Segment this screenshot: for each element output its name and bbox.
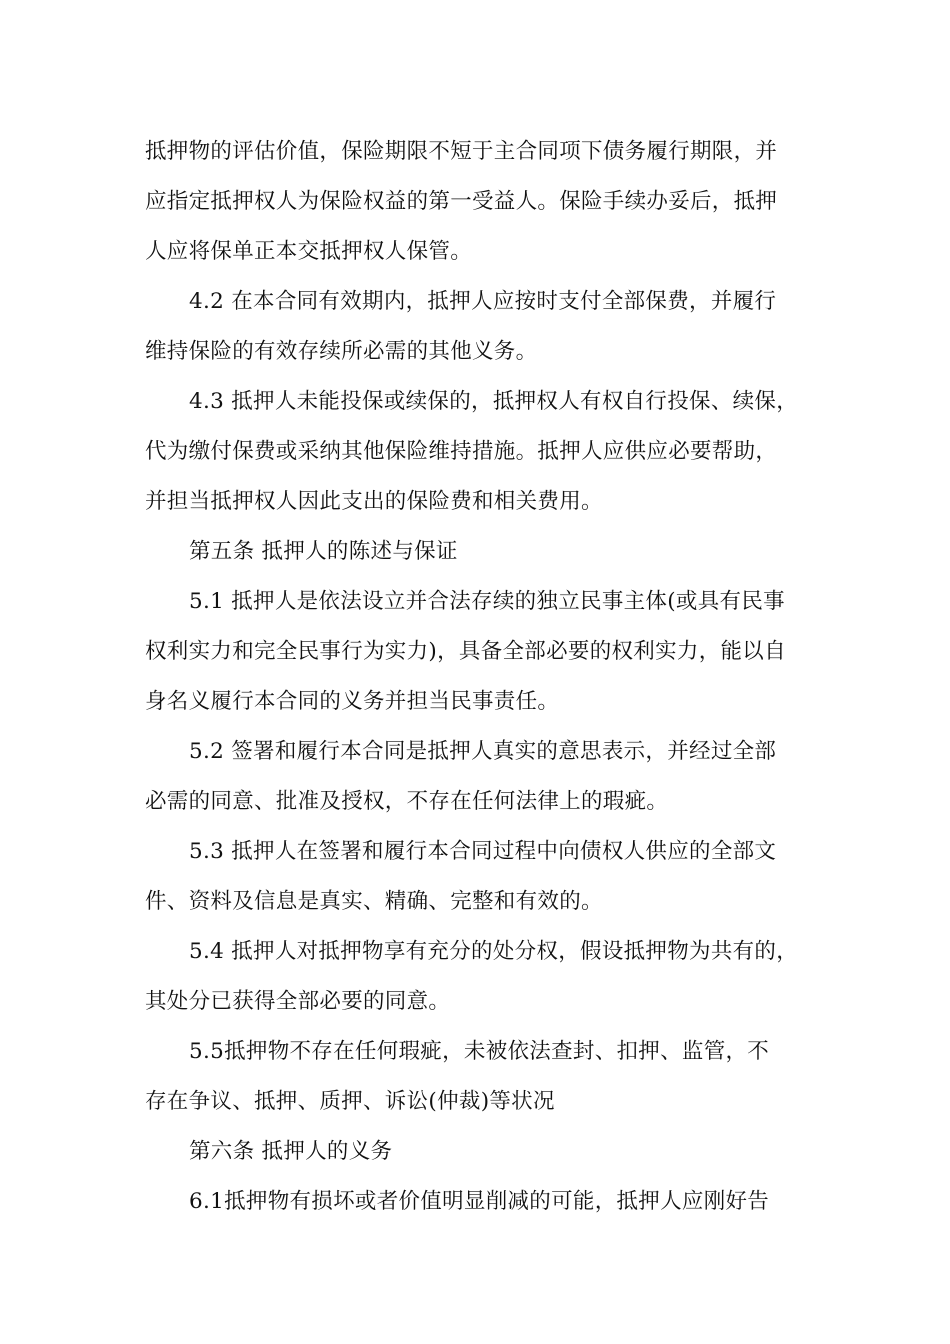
article-5-heading: 第五条 抵押人的陈述与保证 <box>189 539 458 564</box>
paragraph-line: 其处分已获得全部必要的同意。 <box>145 989 451 1014</box>
paragraph-line: 并担当抵押权人因此支出的保险费和相关费用。 <box>145 489 603 514</box>
paragraph-line: 应指定抵押权人为保险权益的第一受益人。保险手续办妥后，抵押 <box>145 189 778 214</box>
clause-5-1-line: 5.1 抵押人是依法设立并合法存续的独立民事主体(或具有民事 <box>189 589 785 614</box>
paragraph-line: 权利实力和完全民事行为实力)，具备全部必要的权利实力，能以自 <box>145 639 786 664</box>
clause-5-5-line: 5.5抵押物不存在任何瑕疵，未被依法查封、扣押、监管，不 <box>189 1039 770 1064</box>
clause-4-2-line: 4.2 在本合同有效期内，抵押人应按时支付全部保费，并履行 <box>189 289 777 314</box>
clause-5-2-line: 5.2 签署和履行本合同是抵押人真实的意思表示，并经过全部 <box>189 739 777 764</box>
clause-4-3-line: 4.3 抵押人未能投保或续保的，抵押权人有权自行投保、续保， <box>189 389 799 414</box>
paragraph-line: 件、资料及信息是真实、精确、完整和有效的。 <box>145 889 603 914</box>
article-6-heading: 第六条 抵押人的义务 <box>189 1139 393 1164</box>
clause-5-3-line: 5.3 抵押人在签署和履行本合同过程中向债权人供应的全部文 <box>189 839 777 864</box>
clause-5-4-line: 5.4 抵押人对抵押物享有充分的处分权，假设抵押物为共有的， <box>189 939 799 964</box>
paragraph-line: 代为缴付保费或采纳其他保险维持措施。抵押人应供应必要帮助， <box>145 439 778 464</box>
paragraph-line: 抵押物的评估价值，保险期限不短于主合同项下债务履行期限，并 <box>145 139 778 164</box>
paragraph-line: 人应将保单正本交抵押权人保管。 <box>145 239 473 264</box>
clause-6-1-line: 6.1抵押物有损坏或者价值明显削减的可能，抵押人应刚好告 <box>189 1189 770 1214</box>
paragraph-line: 身名义履行本合同的义务并担当民事责任。 <box>145 689 560 714</box>
paragraph-line: 维持保险的有效存续所必需的其他义务。 <box>145 339 538 364</box>
paragraph-line: 必需的同意、批准及授权，不存在任何法律上的瑕疵。 <box>145 789 669 814</box>
paragraph-line: 存在争议、抵押、质押、诉讼(仲裁)等状况 <box>145 1089 555 1114</box>
